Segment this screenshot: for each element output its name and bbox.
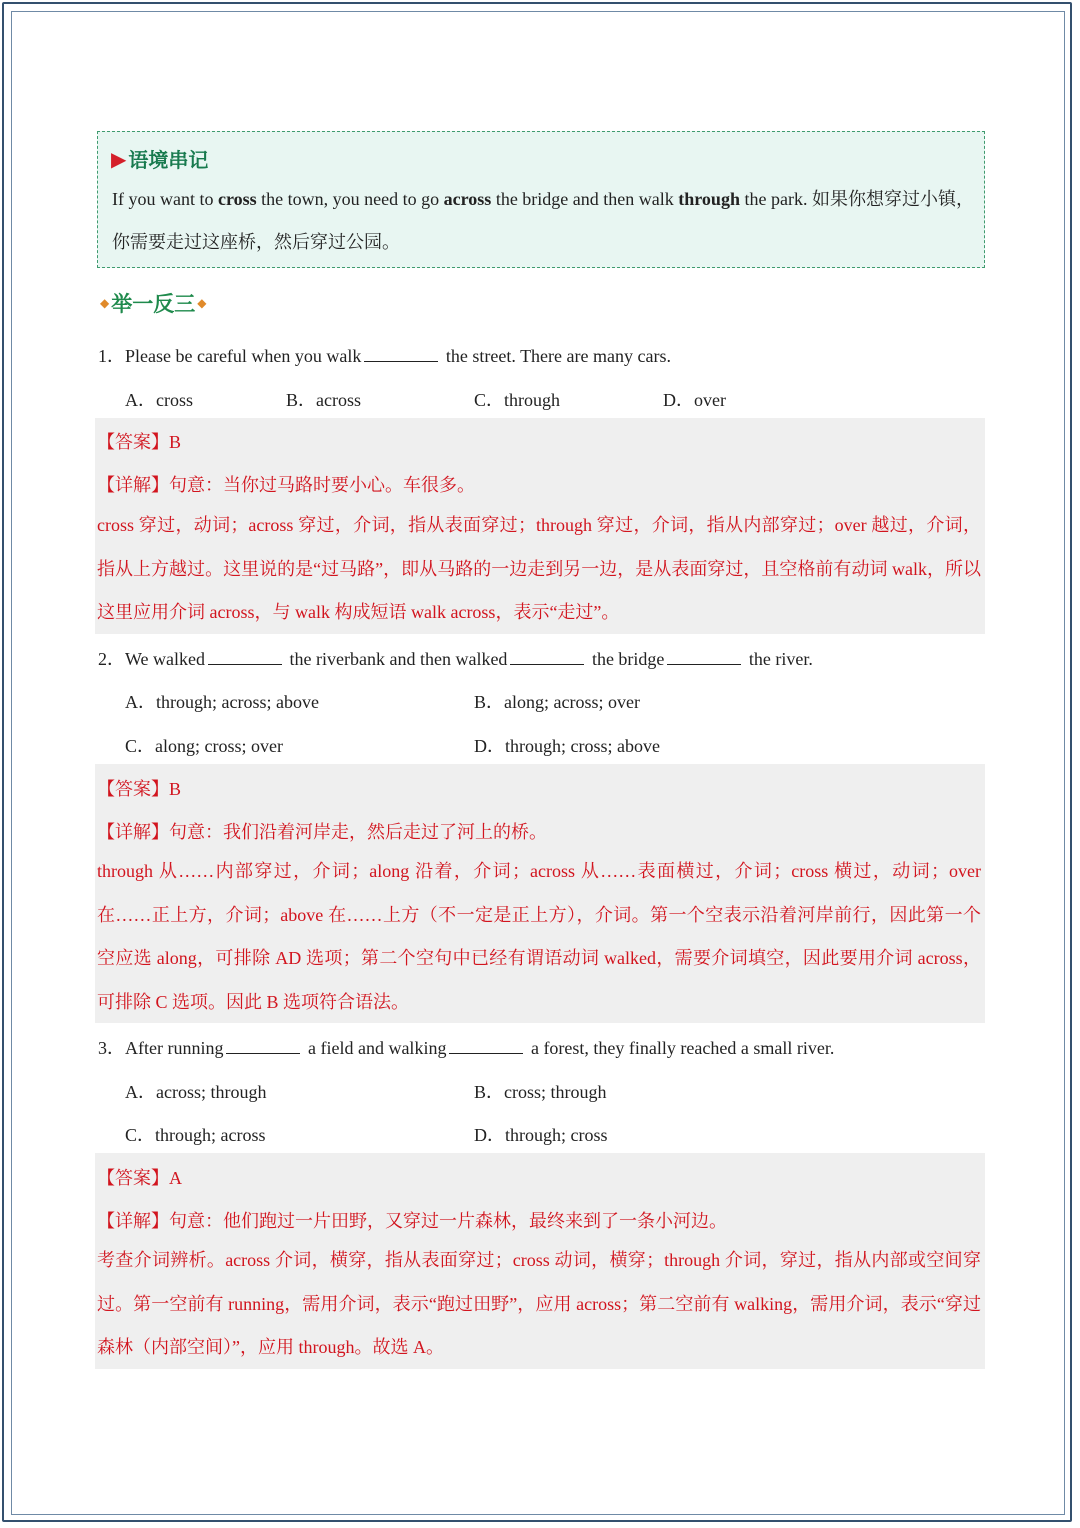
stem-part: the bridge [587, 649, 665, 669]
question-3-answer: 【答案】A [97, 1168, 182, 1188]
diamond-icon: ◆ [100, 296, 110, 310]
question-2-detail: 【详解】句意：我们沿着河岸走，然后走过了河上的桥。 [97, 822, 547, 842]
question-1-option-c[interactable]: C．through [474, 390, 561, 410]
question-1-option-d[interactable]: D．over [663, 390, 726, 410]
question-2-stem [98, 645, 813, 671]
question-1-option-a[interactable]: A．cross [125, 390, 193, 410]
answer-blank [667, 648, 741, 665]
question-2-option-a[interactable]: A．through; across; above [125, 692, 319, 712]
answer-blank [208, 648, 282, 665]
stem-part: 1．Please be careful when you walk [98, 346, 362, 366]
question-3-option-c[interactable]: C．through; across [125, 1125, 266, 1145]
stem-part: a field and walking [303, 1038, 447, 1058]
answer-blank [510, 648, 584, 665]
question-1-answer-block [95, 418, 985, 634]
section-title: 举一反三 [111, 292, 196, 316]
question-1-answer: 【答案】B [97, 432, 182, 452]
question-1-stem [98, 342, 671, 368]
question-1-explanation: cross 穿过，动词；across 穿过，介词，指从表面穿过；through 穿过，介词，指从内部穿过；over 越过，介词，指从上方越过。这里说的是“过马路”，即从马路的一边走到另一边，是从表面穿过，且空格前有动词 walk，所以这里应用介词 across，与 walk 构成短语 walk across，表示“走过”。 [97, 515, 981, 622]
memo-text-part: the bridge and then walk [491, 189, 679, 209]
memo-text-part: If you want to [112, 189, 218, 209]
memo-heading [111, 144, 208, 173]
stem-part: a forest, they finally reached a small river. [526, 1038, 835, 1058]
question-2-option-b[interactable]: B．along; across; over [474, 692, 640, 712]
context-memo-box [97, 131, 985, 268]
memo-text-part: the park. 如果你想穿过小镇，你需要走过这座桥，然后穿过公园。 [112, 189, 974, 252]
chevron-right-icon: ▶ [111, 146, 127, 171]
question-3-option-d[interactable]: D．through; cross [474, 1125, 608, 1145]
diamond-icon: ◆ [197, 296, 207, 310]
stem-part: 2．We walked [98, 649, 206, 669]
memo-keyword-through: through [678, 189, 740, 209]
question-2-explanation: through 从……内部穿过，介词；along 沿着，介词；across 从……表面横过，介词；cross 横过，动词；over 在……正上方，介词；above 在……上方（不一定是正上方），介词。第一个空表示沿着河岸前行，因此第一个空应选 along，可排除 AD 选项；第二个空句中已经有谓语动词 walked，需要介词填空，因此要用介词 across，可排除 C 选项。因此 B 选项符合语法。 [97, 861, 981, 1012]
stem-part: the river. [744, 649, 813, 669]
question-2-answer-block [95, 764, 985, 1023]
question-3-option-a[interactable]: A．across; through [125, 1082, 267, 1102]
memo-sentence [112, 178, 974, 264]
question-2-option-c[interactable]: C．along; cross; over [125, 736, 283, 756]
stem-part: the riverbank and then walked [285, 649, 508, 669]
memo-keyword-across: across [443, 189, 492, 209]
memo-keyword-cross: cross [217, 189, 257, 209]
memo-title: 语境串记 [128, 148, 209, 172]
section-heading [98, 288, 208, 318]
answer-blank [364, 345, 438, 362]
answer-blank [449, 1037, 523, 1054]
stem-part: the street. There are many cars. [441, 346, 671, 366]
answer-blank [226, 1037, 300, 1054]
question-3-option-b[interactable]: B．cross; through [474, 1082, 607, 1102]
question-1-detail: 【详解】句意：当你过马路时要小心。车很多。 [97, 475, 475, 495]
question-3-stem [98, 1034, 834, 1060]
question-2-option-d[interactable]: D．through; cross; above [474, 736, 660, 756]
question-2-answer: 【答案】B [97, 779, 182, 799]
stem-part: 3．After running [98, 1038, 224, 1058]
question-3-answer-block [95, 1153, 985, 1369]
question-1-option-b[interactable]: B．across [286, 390, 361, 410]
memo-text-part: the town, you need to go [256, 189, 444, 209]
question-3-detail: 【详解】句意：他们跑过一片田野，又穿过一片森林，最终来到了一条小河边。 [97, 1211, 727, 1231]
question-3-explanation: 考查介词辨析。across 介词，横穿，指从表面穿过；cross 动词，横穿；through 介词，穿过，指从内部或空间穿过。第一空前有 running，需用介词，表示“跑过田野”，应用 across；第二空前有 walking，需用介词，表示“穿过森林（内部空间）”，应用 through。故选 A。 [97, 1250, 981, 1357]
